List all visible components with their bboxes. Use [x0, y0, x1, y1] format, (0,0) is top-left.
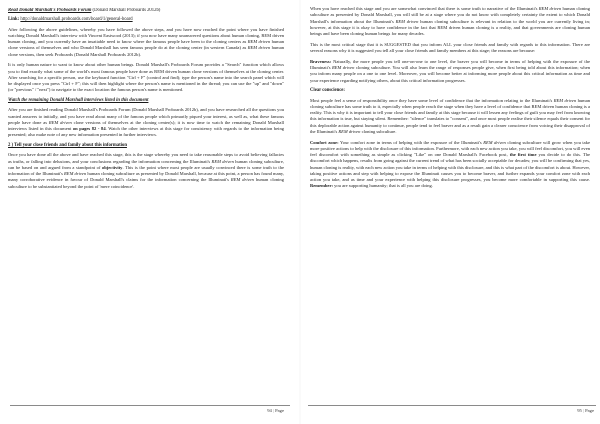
text-run: cloning subculture. — [360, 128, 397, 134]
paragraph-clear-conscience — [310, 98, 590, 136]
paragraph-braveness — [310, 59, 590, 84]
page-number: 94 — [267, 408, 272, 413]
text-run-italic: REM driven — [538, 6, 562, 11]
paragraph-comfort-zone — [310, 140, 590, 190]
text-run: When you have reached this stage and you are somewhat convinced that there is some truth to narrative of the Illuminati's — [310, 6, 539, 11]
paragraph-r2: This is the most critical stage that it is SUGGESTED that you inform ALL your close friends and family with regards to this information. There are several reasons why it is suggested you tell all your close friends and family members at this stage; the reasons are because: — [310, 41, 590, 53]
link-line — [8, 17, 284, 23]
text-run: cloning subculture. You will also learn the range of responses people give, when first being told about this information; when you inform many people on a one to one level. Moreover, you will become better at informing more people about this critical information as time and your experience regarding notifying others, about this critical information progresses. — [310, 65, 590, 83]
heading-tell-friends — [8, 143, 284, 149]
heading-proboards-title[interactable]: Read Donald Marshall's Proboards Forum — [8, 8, 92, 13]
text-run: human cloning subculture as presented by Donald Marshall, because at this point, a person has found many, many corroborative evidence in favour of Donald Marshall's claims for the information concerning the Illuminati's — [8, 171, 284, 183]
text-run-italic: REM driven — [230, 177, 254, 183]
text-run: cloning subculture will grow when you take more positive actions to help with the disclosure of this information. Furthermore, with each new action you take, you will feel discomfort, you will even feel discomfort with something as simple as clicking "Like" on one Donald Marshall's Facebook post, — [310, 139, 590, 158]
text-run: Naturally, the more people you tell one-on-one to one level, the braver you will become in terms of helping with the exposure of the Illuminati's — [310, 58, 590, 70]
text-run-italic: REM driven — [247, 39, 271, 45]
text-run: human cloning subculture has some truth to it, especially when people reach the stage when they have a level of confidence that REM driven human cloning is a reality. This is why it is important to tell your close friends and family at this stage because it will lessen any feelings of guilt you may feel from knowing this information is true, but staying silent. Remember: "silence" translates to "consent", and once most people realise their silence equals their consent for this deplorable action against humanity to continue, people tend to feel braver and as a result gain a clearer conscience from voicing their disapproval of the Illuminati's — [310, 97, 590, 134]
text-run-italic: REM driven — [553, 97, 577, 103]
link-label: Link: — [8, 17, 20, 23]
page-footer — [577, 408, 594, 413]
heading-proboards — [8, 8, 284, 14]
text-run-italic: REM driven — [483, 139, 506, 145]
text-run-italic: REM driven — [64, 171, 87, 177]
text-run: human cloning subculture, can be based on and argued from a standpoint of — [8, 158, 284, 170]
text-run: human cloning subculture is relevant in relation to the world you are currently living in; however, at this stage it is okay to have confidence in the fact that REM driven human cloning is a reality, and that governments are cloning human beings and have been cloning human beings for many decades. — [310, 18, 590, 36]
footer-divider — [308, 405, 596, 406]
text-run: human cloning subculture as presented by Donald Marshall, you will still be at a stage where you do not know with completely certainty the extent to which Donald Marshall's information about the Illuminati's — [310, 6, 590, 24]
text-run-italic: REM driven — [48, 119, 72, 125]
braveness-label: Braveness: — [310, 58, 332, 64]
text-run: human clone versions, then seek Proboards (Donald Marshall Proboards 2012b). — [8, 45, 284, 57]
proboards-link[interactable]: http://donaldmarshall.proboards.com/board/1/general-board — [20, 17, 133, 23]
text-run: Your comfort zone in terms of helping with the exposure of the Illuminati's — [338, 139, 484, 145]
text-run-italic: REM driven — [338, 128, 361, 134]
paragraph-r1 — [310, 6, 590, 37]
text-run: Most people feel a sense of responsibility once they have some level of confidence that the information relating to the Illuminati's — [310, 97, 554, 103]
page-number: 95 — [577, 408, 582, 413]
text-run-italic: REM driven — [395, 18, 419, 24]
text-run: . This is the point where most people are usually convinced there is some truth to the information of the Illuminati's — [8, 164, 284, 177]
paragraph-3 — [8, 107, 284, 138]
text-run-italic: REM driven — [211, 158, 234, 164]
comfort-zone-label: Comfort zone: — [310, 139, 339, 145]
clear-conscience-label — [310, 88, 590, 94]
text-run: Once you have done all the above and have reached this stage, this is the stage whereby you need to take reasonable steps to avoid believing fallacies as truths, or falling into delusions, and your conclusions regarding the information concerning the Illuminati's — [8, 152, 284, 164]
text-run-bold: the first time — [509, 152, 537, 158]
text-run-italic: REM driven — [332, 65, 355, 70]
text-run-bold: objectivity — [101, 164, 123, 170]
right-page — [300, 0, 600, 424]
clear-conscience-label-text: Clear conscience: — [310, 88, 345, 94]
text-run: After you are finished reading Donald Marshall's Proboards Forum (Donald Marshall Proboards 2012b), and you have researched all the questions you wanted answers to initially, and you have read about many of the famous people which primarily piqued your interest, as well as, what these famous people have done as — [8, 107, 284, 125]
text-run: clone versions of themselves at the cloning center(s); it is now time to watch the remaining Donald Marshall interviews listed in this document — [8, 119, 284, 132]
left-page-body — [8, 8, 284, 399]
paragraph-2: It is only human nature to want to know about other human beings. Donald Marshall's Proboards Forum provides a "Search" function which allows you to find exactly what some of the world's most famous people have done as REM driven human clone versions of themselves at the cloning center. After searching for a specific person, use the keyboard function "Ctrl + F" (control and find); type the person's name into the search panel which will be displayed once you press "Ctrl + F"; this will then highlight where the person's name is mentioned in the thread; you can use the "up" and "down" (or "previous" / "next") to navigate to the exact location the famous person's name is mentioned. — [8, 62, 284, 93]
footer-separator: | — [272, 408, 274, 413]
heading-watch-interviews-text: Watch the remaining Donald Marshall interviews listed in this document — [8, 98, 149, 104]
paragraph-4 — [8, 152, 284, 190]
heading-watch-interviews — [8, 98, 284, 104]
text-run: . Watch the other interviews at this stage for consistency with regards to the information being presented; also make note of any new information presented in further interviews. — [8, 126, 284, 138]
heading-proboards-citation: (Donald Marshall Proboards 2012b) — [91, 8, 161, 13]
text-run: After following the above guidelines, whereby you have followed the above steps, and you have now reached the point where you have finished watching Donald Marshall's interview with Vincent Eastwood (2013); if you now have many unanswered questions about human cloning, REM driven human cloning, and you currently have an insatiable need to know where the famous people have been to the cloning centers as — [8, 26, 284, 45]
heading-tell-friends-text: 2 ) Tell your close friends and family about this information — [8, 143, 127, 149]
text-run-bold: Remember: — [310, 183, 333, 189]
paragraph-1 — [8, 27, 284, 58]
page-footer — [267, 408, 284, 413]
text-run: you decide to do this. The discomfort which happens, results from going against the current trend of what has been socially acceptable for decades; you will be confirming that yes, human cloning is reality, with each new action you take in terms of helping with this disclosure, and this is what part of the discomfort is about. However, taking positive actions and step with helping to expose the Illuminati causes you to become braver, and further expands your comfort zone with each action you take, and as time and your experience with helping this disclosure progresses, you become more comfortable in supporting this cause. — [310, 152, 590, 183]
text-run: human clone versions of themselves and who Donald Marshall has seen famous people do at the cloning center (in western Canada) as — [8, 39, 284, 51]
text-run-bold: on pages 82 - 84 — [72, 126, 106, 132]
footer-separator: | — [582, 408, 584, 413]
right-page-body — [310, 6, 590, 399]
page-word: Page — [275, 408, 284, 413]
text-run-italic: REM driven — [247, 45, 271, 51]
text-run: you are supporting humanity; that is all you are doing. — [332, 183, 433, 189]
footer-divider — [10, 405, 290, 406]
page-word: Page — [585, 408, 594, 413]
text-run: human cloning subculture to be substantiated beyond the point of 'mere coincidence'. — [8, 177, 284, 189]
